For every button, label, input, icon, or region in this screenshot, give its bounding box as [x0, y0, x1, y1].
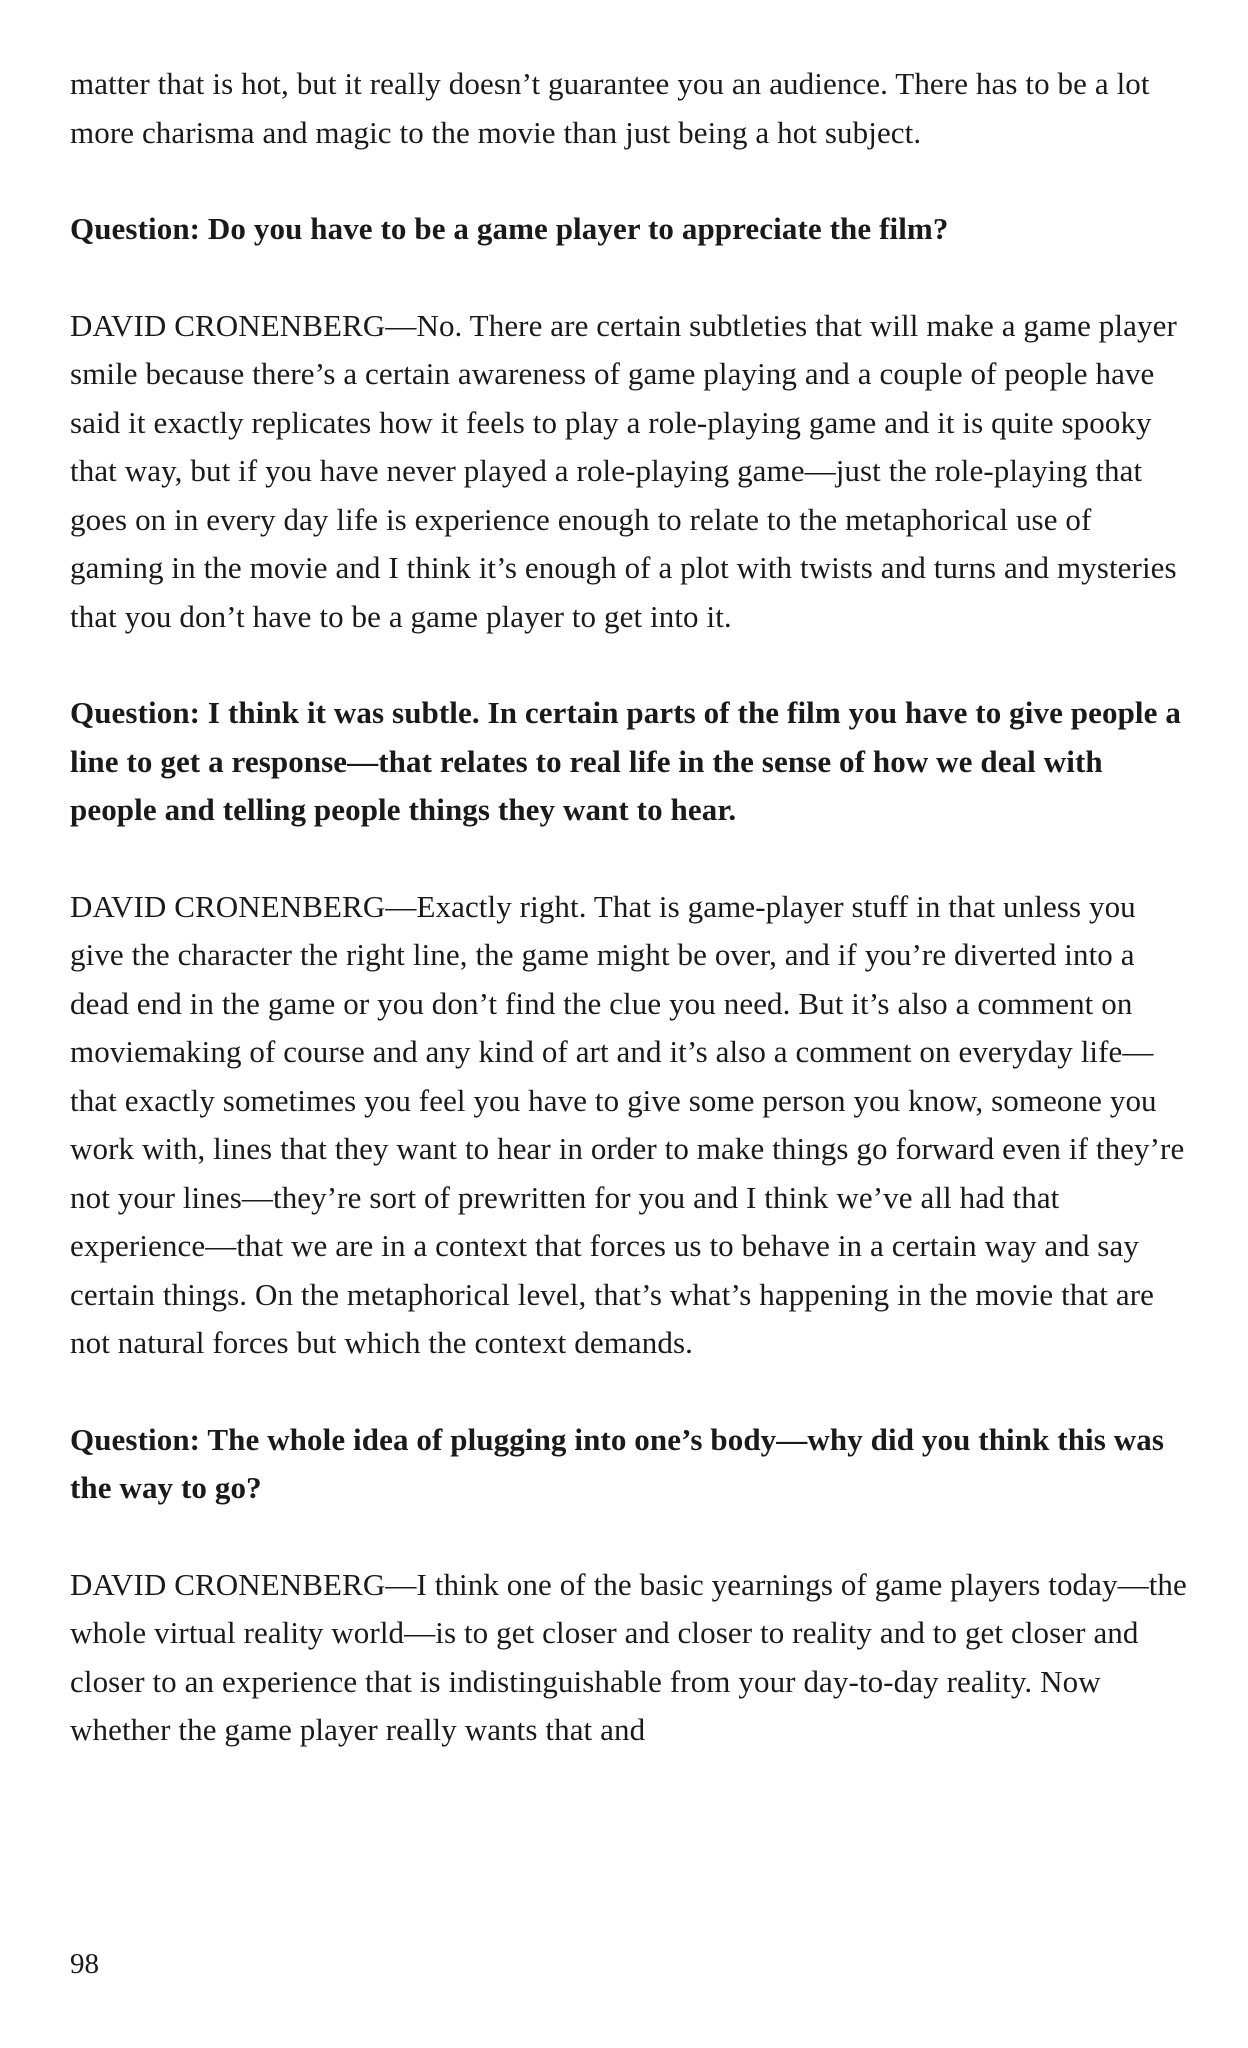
- page-number: 98: [70, 1948, 99, 1980]
- answer-2: DAVID CRONENBERG—Exactly right. That is game-player stuff in that unless you give the character the right line, the game might be over, and if you’re diverted into a dead end in the game or you don’t find the clue you need. But it’s also a comment on moviemaking of course and any kind of art and it’s also a comment on everyday life—that exactly sometimes you feel you have to give some person you know, someone you work with, lines that they want to hear in order to make things go forward even if they’re not your lines—they’re sort of prewritten for you and I think we’ve all had that experience—that we are in a context that forces us to behave in a certain way and say certain things. On the metaphorical level, that’s what’s happening in the movie that are not natural forces but which the context demands.: [70, 888, 1185, 1360]
- question-1: Question: Do you have to be a game player to appreciate the film?: [70, 211, 949, 246]
- paragraph-continuation: matter that is hot, but it really doesn’t guarantee you an audience. There has to be a lot more charisma and magic to the movie than just being a hot subject.: [70, 66, 1150, 150]
- answer-1: DAVID CRONENBERG—No. There are certain subtleties that will make a game player smile because there’s a certain awareness of game playing and a couple of people have said it exactly replicates how it feels to play a role-playing game and it is quite spooky that way, but if you have never played a role-playing game—just the role-playing that goes on in every day life is experience enough to relate to the metaphorical use of gaming in the movie and I think it’s enough of a plot with twists and turns and mysteries that you don’t have to be a game player to get into it.: [70, 307, 1177, 634]
- question-2: Question: I think it was subtle. In certain parts of the film you have to give people a line to get a response—that relates to real life in the sense of how we deal with people and telling people things they want to hear.: [70, 695, 1181, 827]
- page-body: [70, 60, 1190, 1755]
- answer-3: DAVID CRONENBERG—I think one of the basic yearnings of game players today—the whole virtual reality world—is to get closer and closer to reality and to get closer and closer to an experience that is indistinguishable from your day-to-day reality. Now whether the game player really wants that and: [70, 1566, 1187, 1747]
- question-3: Question: The whole idea of plugging into one’s body—why did you think this was the way to go?: [70, 1421, 1165, 1505]
